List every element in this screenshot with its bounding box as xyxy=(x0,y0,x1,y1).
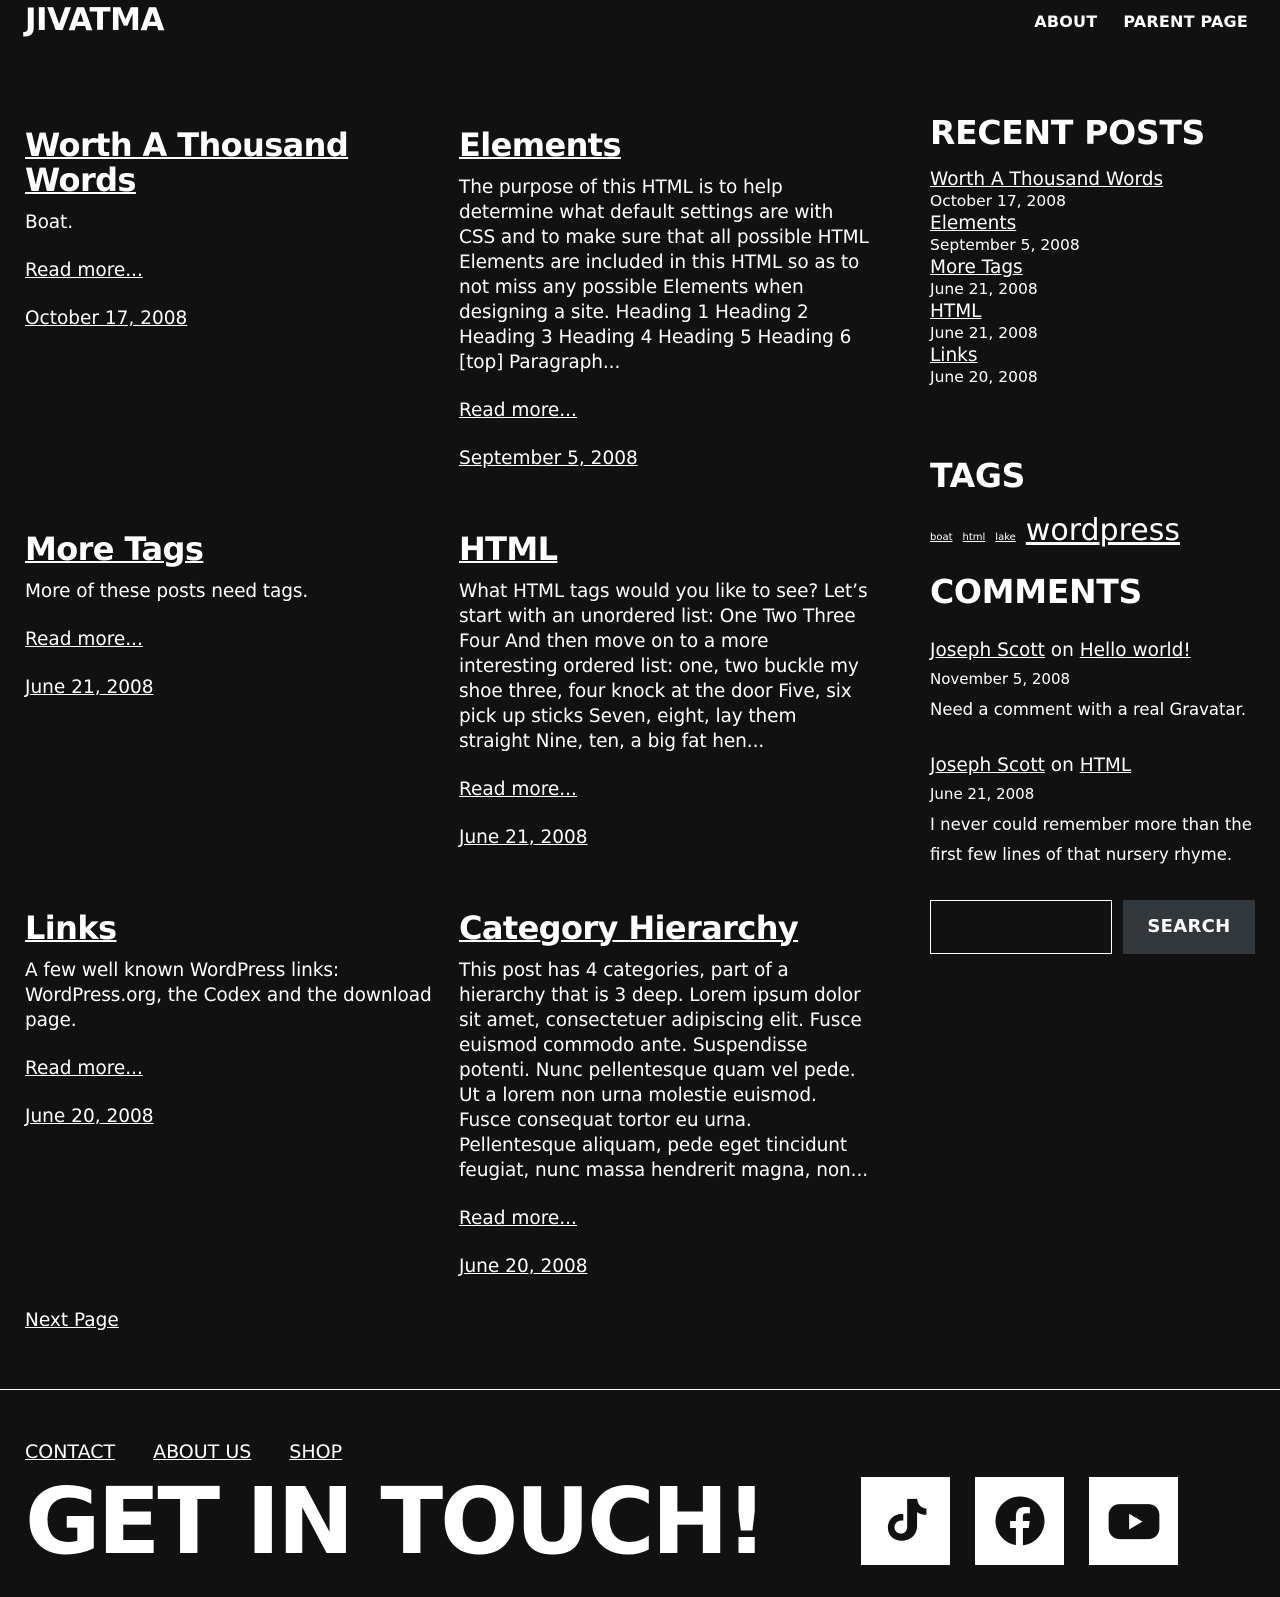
post-title-link[interactable]: Category Hierarchy xyxy=(459,909,799,947)
recent-post-item xyxy=(930,256,1255,300)
post-title-link[interactable]: HTML xyxy=(459,530,558,568)
sidebar xyxy=(930,115,1255,954)
comment-post-link[interactable]: Hello world! xyxy=(1079,639,1191,661)
post-date-link[interactable]: September 5, 2008 xyxy=(459,448,638,470)
facebook-link[interactable] xyxy=(975,1477,1064,1565)
comment-header xyxy=(930,638,1255,663)
recent-posts-list xyxy=(930,168,1255,388)
recent-post-link[interactable]: More Tags xyxy=(930,257,1023,279)
comment-item xyxy=(930,638,1255,725)
comment-header xyxy=(930,753,1255,778)
youtube-icon xyxy=(1105,1492,1163,1550)
recent-posts-heading: RECENT POSTS xyxy=(930,113,1206,152)
comment-date: November 5, 2008 xyxy=(930,669,1071,688)
post-title-link[interactable]: Links xyxy=(25,909,117,947)
tag-wordpress-link[interactable]: wordpress xyxy=(1025,512,1180,548)
search-input[interactable] xyxy=(930,900,1112,954)
footer-divider xyxy=(0,1389,1280,1390)
post-card xyxy=(25,911,435,1129)
post-title xyxy=(25,911,435,946)
site-title[interactable]: JIVATMA xyxy=(25,2,165,38)
post-excerpt: What HTML tags would you like to see? Let’s start with an unordered list: One Two Three Four And then move on to a more interesting ordered list: one, two buckle my shoe three, four knock at the door Five, six pick up sticks Seven, eight, lay them straight Nine, ten, a big fat hen... xyxy=(459,581,868,753)
footer-contact-link[interactable]: CONTACT xyxy=(25,1441,116,1463)
tag-cloud xyxy=(930,513,1255,548)
recent-post-item xyxy=(930,212,1255,256)
comment-on-text: on xyxy=(1050,639,1074,661)
post-title xyxy=(459,911,869,946)
next-page-link[interactable]: Next Page xyxy=(25,1310,119,1331)
post-title-link[interactable]: More Tags xyxy=(25,530,204,568)
footer-nav xyxy=(25,1441,342,1463)
comments-heading: COMMENTS xyxy=(930,571,1142,611)
top-nav xyxy=(1034,12,1248,31)
post-card xyxy=(25,128,430,331)
footer-about-us-link[interactable]: ABOUT US xyxy=(153,1441,252,1463)
recent-post-link[interactable]: Elements xyxy=(930,213,1017,235)
comment-text: Need a comment with a real Gravatar. xyxy=(930,699,1247,719)
read-more-link[interactable]: Read more... xyxy=(459,1208,577,1230)
footer-shop-link[interactable]: SHOP xyxy=(289,1441,343,1463)
read-more-link[interactable]: Read more... xyxy=(25,1058,143,1080)
post-excerpt: The purpose of this HTML is to help determine what default settings are with CSS and to make sure that all possible HTML Elements are included in this HTML so as to not miss any possible Elements when designing a site. Heading 1 Heading 2 Heading 3 Heading 4 Heading 5 Heading 6 [top] Paragraph... xyxy=(459,177,869,374)
recent-post-item xyxy=(930,344,1255,388)
tiktok-icon xyxy=(878,1493,934,1549)
tag-html-link[interactable]: html xyxy=(962,531,986,543)
comment-on-text: on xyxy=(1050,754,1074,776)
post-title xyxy=(459,532,869,567)
post-date-link[interactable]: October 17, 2008 xyxy=(25,308,188,330)
post-excerpt: This post has 4 categories, part of a hierarchy that is 3 deep. Lorem ipsum dolor sit amet, consectetuer adipiscing elit. Fusce euismod commodo ante. Suspendisse potenti. Nunc pellentesque quam vel pede. Ut a lorem non urna molestie euismod. Fusce consequat tortor eu urna. Pellentesque aliquam, pede eget tincidunt feugiat, nunc massa hendrerit magna, non... xyxy=(459,960,869,1182)
tag-lake-link[interactable]: lake xyxy=(995,531,1016,543)
read-more-link[interactable]: Read more... xyxy=(25,260,143,282)
post-card xyxy=(459,128,869,471)
post-date-link[interactable]: June 20, 2008 xyxy=(25,1106,154,1128)
post-date-link[interactable]: June 20, 2008 xyxy=(459,1256,588,1278)
nav-parent-page-link[interactable]: PARENT PAGE xyxy=(1123,12,1248,31)
tag-boat-link[interactable]: boat xyxy=(930,531,953,543)
recent-post-item xyxy=(930,168,1255,212)
post-excerpt: More of these posts need tags. xyxy=(25,581,309,603)
read-more-link[interactable]: Read more... xyxy=(25,629,143,651)
post-title-link[interactable]: Elements xyxy=(459,126,621,164)
nav-about-link[interactable]: ABOUT xyxy=(1034,12,1098,31)
recent-post-date: October 17, 2008 xyxy=(930,192,1066,211)
recent-post-link[interactable]: Worth A Thousand Words xyxy=(930,169,1164,191)
post-title xyxy=(459,128,869,163)
search-button[interactable]: SEARCH xyxy=(1123,900,1255,954)
post-date-link[interactable]: June 21, 2008 xyxy=(459,827,588,849)
post-title-link[interactable]: Worth A Thousand Words xyxy=(25,126,349,200)
post-title xyxy=(25,128,430,198)
tags-heading: TAGS xyxy=(930,456,1026,496)
post-card xyxy=(459,532,869,850)
post-card xyxy=(459,911,869,1279)
recent-post-link[interactable]: Links xyxy=(930,345,978,367)
read-more-link[interactable]: Read more... xyxy=(459,400,577,422)
post-date-link[interactable]: June 21, 2008 xyxy=(25,677,154,699)
comment-text: I never could remember more than the first few lines of that nursery rhyme. xyxy=(930,814,1252,864)
search-form xyxy=(930,900,1255,954)
comment-item xyxy=(930,753,1255,870)
comment-post-link[interactable]: HTML xyxy=(1079,754,1132,776)
comment-author-link[interactable]: Joseph Scott xyxy=(930,639,1045,661)
get-in-touch-heading: GET IN TOUCH! xyxy=(25,1468,765,1575)
post-card xyxy=(25,532,430,700)
post-title xyxy=(25,532,430,567)
comment-author-link[interactable]: Joseph Scott xyxy=(930,754,1045,776)
facebook-icon xyxy=(992,1493,1048,1549)
recent-post-item xyxy=(930,300,1255,344)
tiktok-link[interactable] xyxy=(861,1477,950,1565)
recent-post-date: June 21, 2008 xyxy=(930,280,1038,299)
recent-post-link[interactable]: HTML xyxy=(930,301,982,323)
post-excerpt: A few well known WordPress links: WordPress.org, the Codex and the download page. xyxy=(25,960,432,1032)
youtube-link[interactable] xyxy=(1089,1477,1178,1565)
post-excerpt: Boat. xyxy=(25,212,73,234)
recent-post-date: June 20, 2008 xyxy=(930,368,1038,387)
social-links xyxy=(861,1477,1178,1565)
recent-post-date: June 21, 2008 xyxy=(930,324,1038,343)
recent-post-date: September 5, 2008 xyxy=(930,236,1080,255)
comment-date: June 21, 2008 xyxy=(930,784,1035,803)
read-more-link[interactable]: Read more... xyxy=(459,779,577,801)
